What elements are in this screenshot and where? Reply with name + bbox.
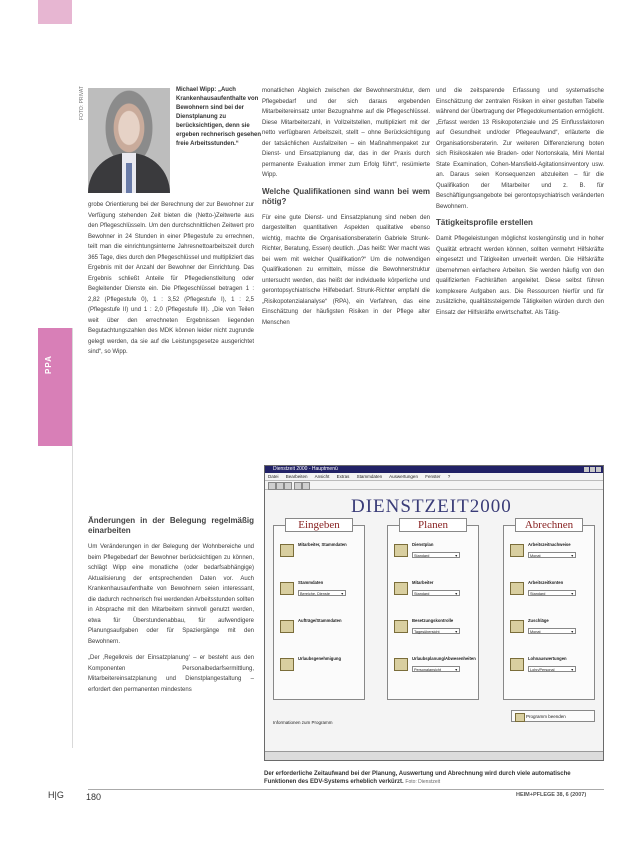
journal-logo: H|G <box>48 790 64 800</box>
exit-icon <box>515 713 525 722</box>
menu-item[interactable]: ? <box>447 474 451 479</box>
row-label: Zuschläge <box>528 618 549 623</box>
chevron-down-icon: ▼ <box>570 554 574 558</box>
row-label: Mitarbeiter <box>412 580 434 585</box>
program-info-link[interactable]: Informationen zum Programm <box>273 720 333 725</box>
panel-heading: Eingeben <box>285 518 353 532</box>
toolbar-icon[interactable] <box>276 482 284 490</box>
chevron-down-icon: ▼ <box>454 592 458 596</box>
toolbar-icon[interactable] <box>284 482 292 490</box>
panel-row[interactable] <box>394 542 474 562</box>
paragraph: und die zeitsparende Erfassung und systematische Einschätzung der zentralen Risiken in einer gestuften Tabelle während der Übertragung der Pflegedokumentation ermöglicht. „Erfasst werden 13 Risikopotenziale und 25 Einflussfaktoren auf Gesundheit und/oder Pflegeaufwand“, erläuterte die Organisationsberaterin. Zur weiteren Differenzierung boten sich Risikoskalen wie Braden- oder Nortonskala, Mini Mental State Examination, Cohen-Mansfield-Agitationsinventory usw. an. Daraus seien Konsequenzen abzuleiten – für die Qualifikation der Mitarbeiter und z. B. für Beschäftigungsangebote bei gerontopsychiatrisch veränderten Bewohnern. <box>436 88 604 210</box>
timesheet-icon <box>510 544 524 557</box>
menu-item[interactable]: Datei <box>268 474 279 479</box>
subheading-changes: Änderungen in der Belegung regelmäßig einarbeiten <box>88 516 254 535</box>
text-column-3 <box>436 86 604 324</box>
row-label: Arbeitszeitkonten <box>528 580 564 585</box>
chevron-down-icon: ▼ <box>570 630 574 634</box>
panel-row[interactable] <box>510 542 590 562</box>
section-side-tab <box>38 328 72 446</box>
window-titlebar <box>265 466 603 473</box>
row-label: Mitarbeiter, Stammdaten <box>298 542 347 547</box>
close-icon[interactable] <box>596 467 601 472</box>
figure-caption-text: Der erforderliche Zeitaufwand bei der Planung, Auswertung und Abrechnung wird durch viele automatische Funktionen des EDV-Systems erheblich verkürzt. <box>264 771 571 785</box>
section-tab-label: PPA <box>44 355 53 374</box>
photo-credit: FOTO: PRIVAT <box>79 86 85 120</box>
panel-row[interactable] <box>280 542 360 562</box>
panel-row[interactable] <box>280 656 360 676</box>
row-label: Dienstplan <box>412 542 434 547</box>
paragraph: monatlichen Abgleich zwischen der Bewohnerstruktur, dem Pflegebedarf und der sich daraus ergebenden Mitarbeitereinsatz unter Bezugnahme auf die Pflegeschlüssel. Diese Mitarbeiterzahl, in Vollzeitstellen, multipliziert mit der netto verfügbaren Arbeitszeit, stellt – ohne Berücksichtigung der tatsächlichen Ausfallzeiten – ein Maßnahmenpaket zur Dienst- und Einsatzplanung dar, das in der Praxis durch permanente Evaluation immer zum Erfolg führt“, resümierte Wipp. <box>262 88 430 178</box>
panel-planen <box>387 525 479 700</box>
row-label: Arbeitszeitnachweise <box>528 542 571 547</box>
app-title: DIENSTZEIT2000 <box>351 496 512 517</box>
page-number: 180 <box>86 792 102 802</box>
row-label: Lohnauswertungen <box>528 656 567 661</box>
row-select[interactable] <box>298 590 346 596</box>
chevron-down-icon: ▼ <box>454 630 458 634</box>
portrait-photo <box>88 88 170 193</box>
subheading-qualifications: Welche Qualifikationen sind wann bei wem nötig? <box>262 186 430 206</box>
journal-reference: HEIM+PFLEGE 38, 6 (2007) <box>516 792 587 798</box>
chevron-down-icon: ▼ <box>570 592 574 596</box>
window-title: Dienstzeit 2000 - Hauptmenü <box>273 466 338 472</box>
text-column-1 <box>88 200 254 364</box>
panel-heading: Planen <box>399 518 467 532</box>
row-label: Stammdaten <box>298 580 324 585</box>
toolbar-icon[interactable] <box>294 482 302 490</box>
check-icon <box>394 620 408 633</box>
portrait-tie <box>126 163 132 193</box>
select-value: Personalansicht <box>414 668 442 672</box>
row-select[interactable] <box>412 552 460 558</box>
select-value: Standard <box>414 554 430 558</box>
money-icon <box>510 658 524 671</box>
paragraph: Damit Pflegeleistungen möglichst kostengünstig und in hoher Qualität erbracht werden können, sollten vermehrt Hilfskräfte eingesetzt und Tätigkeiten unverteilt werden. Die Hilfskräfte übernehmen einfachere Arbeiten. Sie werden häufig von den qualifizierten Fachkräften angeleitet. Diese selbst führen komplexere Aufgaben aus. Die Ressourcen hierfür und für zusätzliche, qualitätssteigernde Tätigkeiten würden durch den Einsatz der Hilfskräfte erwirtschaftet. Als Tätig- <box>436 236 604 316</box>
menu-bar <box>265 473 603 481</box>
paragraph: Um Veränderungen in der Belegung der Wohnbereiche und beim Pflegebedarf der Bewohner berücksichtigen zu können, schlägt Wipp eine monatliche (oder bedarfsabhängige) Aktualisierung der entsprechenden Daten vor. Auch Krankenhausaufenthalte von Bewohnern seien interessant, die dadurch rechnerisch frei werdenden Arbeitsstunden sollten in Absprache mit den Mitarbeitern sinnvoll genutzt werden, etwa für Überstundenabbau, für aufwendigere Planungsaufgaben oder für Spaziergänge mit den Bewohnern. <box>88 544 254 645</box>
select-value: Monat <box>530 630 541 634</box>
plus-icon <box>510 620 524 633</box>
toolbar-icon[interactable] <box>302 482 310 490</box>
menu-item[interactable]: Bearbeiten <box>285 474 308 479</box>
row-label: Urlaubsplanung/Abwesenheiten <box>412 656 476 661</box>
menu-item[interactable]: Extras <box>336 474 350 479</box>
paragraph: „Der ‚Regelkreis der Einsatzplanung‘ – er besteht aus den Komponenten Personalbedarfsermittlung, Mitarbeitereinsatzplanung und Dienstplangestaltung – erfordert den permanenten mindestens <box>88 655 254 693</box>
paragraph: grobe Orientierung bei der Berechnung der zur Bewohner zur Verfügung stehenden Zeit bieten die (Netto-)Zeitwerte aus den Pflegeschlüsseln. Um den durchschnittlichen Zeitwert pro Bewohner in 24 Stunden in einer Pflegestufe zu errechnen, teilt man die einrichtungsinterne Jahresnettoarbeitszeit durch 365 Tage, dies durch den Pflegeschlüssel und multipliziert das Ergebnis mit der Anzahl der Bewohner der Einrichtung. Das Ergebnis schließt Anteile für Pflegedienstleitung oder Begleitender Dienste ein. Die Pflegeschlüssel betragen 1 : 2,82 (Pflegestufe 0), 1 : 3,52 (Pflegestufe I), 1 : 2,5 (Pflegestufe II) und 1 : 2,0 (Pflegestufe III). „Die von Teilen weit über den errechneten Ergebnissen liegenden Begutachtungszahlen des MDK können leider nicht zugrunde gelegt werden, da sie auf die Leistungsgesetze ausgerichtet sind“, so Wipp. <box>88 202 254 355</box>
menu-item[interactable]: Ansicht <box>314 474 330 479</box>
exit-label: Programm beenden <box>526 714 566 719</box>
vacation-icon <box>394 658 408 671</box>
maximize-icon[interactable] <box>590 467 595 472</box>
status-bar <box>265 751 603 760</box>
text-column-1-lower <box>88 510 254 701</box>
toolbar <box>265 481 603 490</box>
software-screenshot-window <box>264 465 604 761</box>
database-icon <box>280 582 294 595</box>
menu-item[interactable]: Stammdaten <box>356 474 383 479</box>
paragraph: Für eine gute Dienst- und Einsatzplanung sind neben den dargestellten quantitativen Aspekten qualitative ebenso wichtig, machte die Organisationsberaterin Gabriele Strunk-Richter, Beratung, Essen) deutlich. „Das heißt: Wer macht was bei wem mit welcher Qualifikation?“ Um die notwendigen Qualifikationen zu ermitteln, müsse die Bewohnerstruktur untersucht werden, das heißt der individuelle körperliche und gerontopsychiatrische Hilfebedarf. Strunk-Richter empfahl die „Risikopotenzialanalyse“ (RPA), ein Verfahren, das eine Einschätzung der häufigsten Risiken in der Pflege alter Menschen <box>262 214 430 326</box>
select-value: Lohn/Personal <box>530 668 555 672</box>
panel-row[interactable] <box>510 618 590 638</box>
clock-icon <box>510 582 524 595</box>
vacation-icon <box>280 658 294 671</box>
menu-item[interactable]: Auswertungen <box>389 474 418 479</box>
subheading-profiles: Tätigkeitsprofile erstellen <box>436 218 533 227</box>
panel-row[interactable] <box>394 580 474 600</box>
left-margin-rule <box>72 328 73 748</box>
row-label: Urlaubsgenehmigung <box>298 656 342 661</box>
figure-credit: Foto: Dienstzeit <box>405 779 441 785</box>
row-label: Aufträge/Stammdaten <box>298 618 342 623</box>
chevron-down-icon: ▼ <box>454 554 458 558</box>
row-select[interactable] <box>528 590 576 596</box>
row-select[interactable] <box>412 666 460 672</box>
figure-caption <box>264 770 604 786</box>
select-value: Bereiche, Dienste <box>300 592 330 596</box>
row-select[interactable] <box>528 552 576 558</box>
panel-row[interactable] <box>280 580 360 600</box>
select-value: Monat <box>530 554 541 558</box>
text-column-2 <box>262 86 430 334</box>
panel-abrechnen <box>503 525 595 700</box>
menu-item[interactable]: Fenster <box>425 474 441 479</box>
row-select[interactable] <box>412 590 460 596</box>
row-label: Besetzungskontrolle <box>412 618 454 623</box>
chevron-down-icon: ▼ <box>570 668 574 672</box>
footer-rule <box>88 789 604 790</box>
panel-heading: Abrechnen <box>515 518 583 532</box>
top-color-bar <box>38 0 72 24</box>
row-select[interactable] <box>528 666 576 672</box>
minimize-icon[interactable] <box>584 467 589 472</box>
people-icon <box>280 544 294 557</box>
row-select[interactable] <box>412 628 460 634</box>
person-icon <box>394 582 408 595</box>
chevron-down-icon: ▼ <box>454 668 458 672</box>
task-icon <box>280 620 294 633</box>
panel-eingeben <box>273 525 365 700</box>
photo-caption-quote: Michael Wipp: „Auch Krankenhausaufenthalte von Bewohnern sind bei der Dienstplanung zu berücksichtigen, denn sie ergeben rechnerisch gesehen freie Arbeitsstunden.“ <box>176 87 262 147</box>
panel-row[interactable] <box>510 656 590 676</box>
toolbar-icon[interactable] <box>268 482 276 490</box>
select-value: Tagesübersicht <box>414 630 440 634</box>
panel-row[interactable] <box>280 618 360 638</box>
select-value: Standard <box>414 592 430 596</box>
select-value: Standard <box>530 592 546 596</box>
panel-row[interactable] <box>394 656 474 676</box>
row-select[interactable] <box>528 628 576 634</box>
chevron-down-icon: ▼ <box>340 592 344 596</box>
calendar-icon <box>394 544 408 557</box>
panel-row[interactable] <box>394 618 474 638</box>
panel-row[interactable] <box>510 580 590 600</box>
exit-button[interactable] <box>511 710 595 722</box>
